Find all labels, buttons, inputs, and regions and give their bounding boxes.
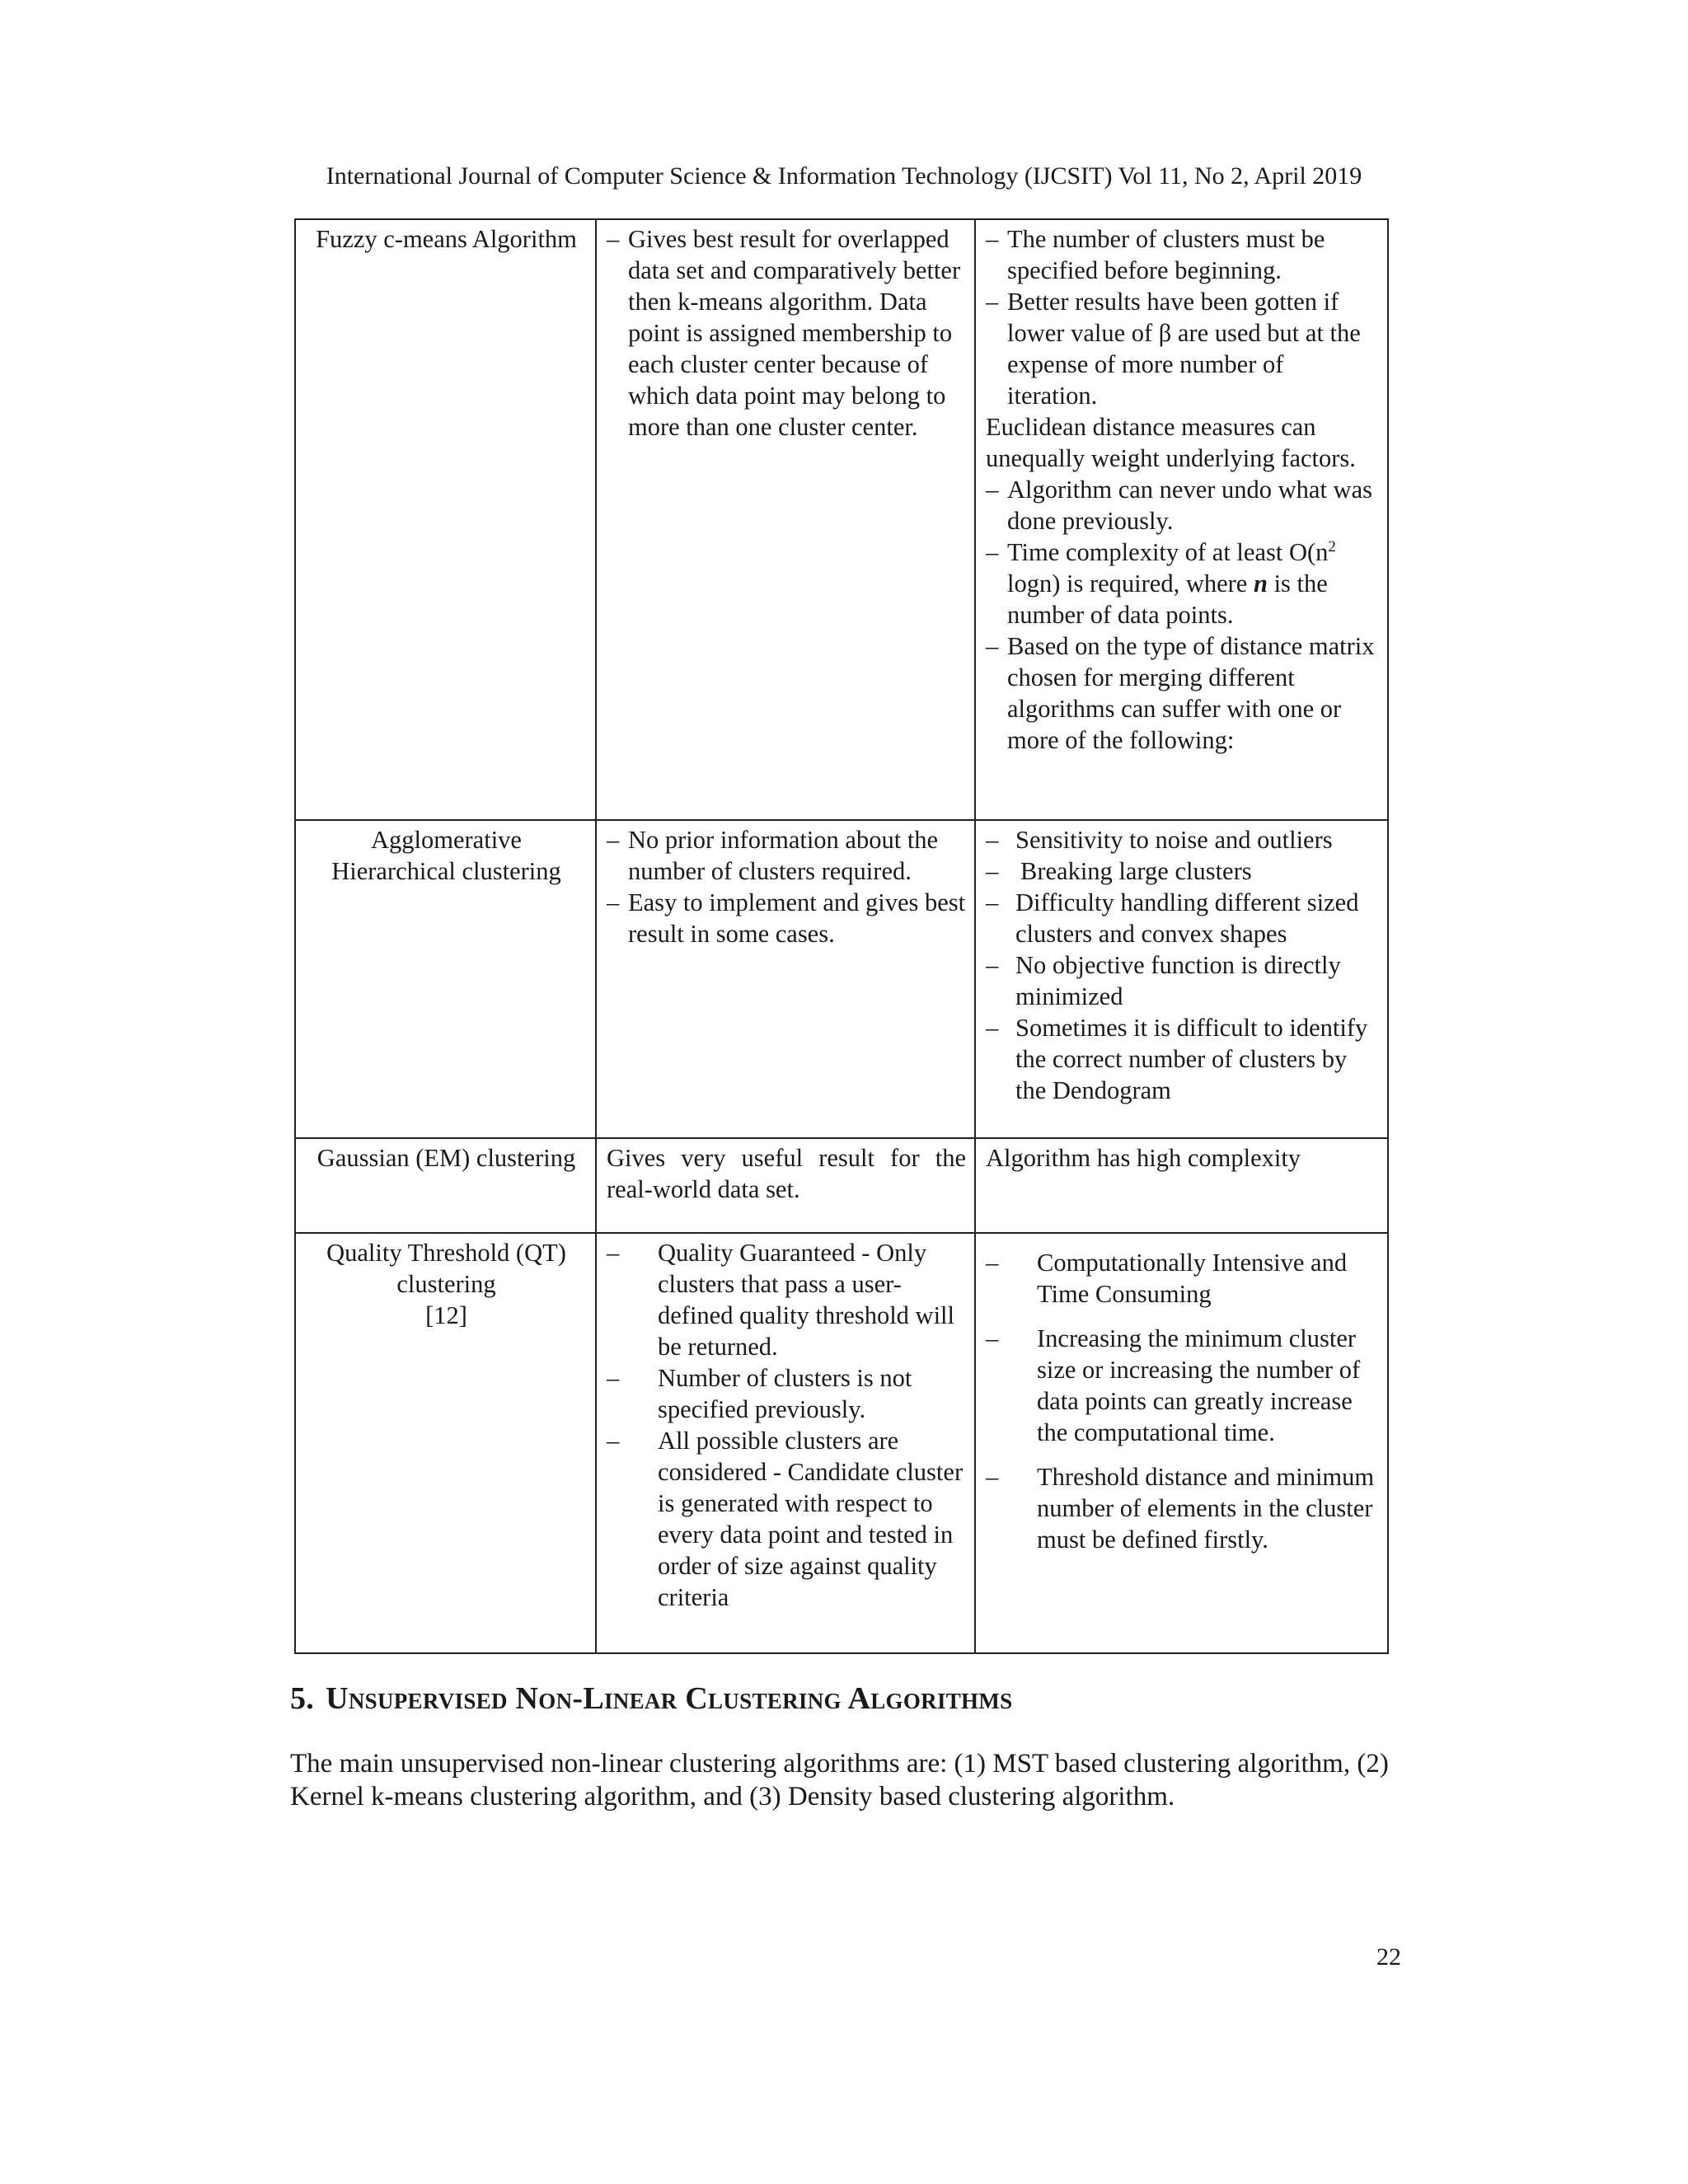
list-item: – Threshold distance and minimum number of elements in the cluster must be defined firstly. [986, 1461, 1379, 1555]
advantages-cell [596, 820, 975, 1138]
list-item: – Algorithm can never undo what was done previously. [986, 474, 1379, 537]
algorithm-name: Agglomerative Hierarchical clustering [295, 820, 596, 1138]
section-title-text: Unsupervised Non-Linear Clustering Algorithms [326, 1681, 1013, 1716]
page-number: 22 [1376, 1943, 1401, 1971]
running-head: International Journal of Computer Science & Information Technology (IJCSIT) Vol 11, No 2, April 2019 [326, 162, 1362, 190]
list-item: – The number of clusters must be specified before beginning. [986, 223, 1379, 286]
list-item: – Better results have been gotten if lower value of β are used but at the expense of more number of iteration. [986, 286, 1379, 411]
list-item: – Based on the type of distance matrix chosen for merging different algorithms can suffer with one or more of the following: [986, 630, 1379, 756]
table-row [295, 219, 1388, 820]
list-item: – Easy to implement and gives best result in some cases. [607, 887, 966, 949]
disadvantages-cell [975, 820, 1388, 1138]
table-row [295, 820, 1388, 1138]
list-item [986, 537, 1379, 630]
variable-n: n [1253, 569, 1268, 598]
list-item: Euclidean distance measures can unequally weight underlying factors. [986, 413, 1356, 472]
advantages-cell [596, 219, 975, 820]
superscript: 2 [1328, 537, 1336, 555]
text-run: Time complexity of at least O(n [1007, 538, 1329, 566]
disadvantages-cell: Algorithm has high complexity [975, 1138, 1388, 1233]
text-run: is the number of data points. [1007, 569, 1328, 629]
algorithm-name [295, 1233, 596, 1653]
list-item: – All possible clusters are considered - Candidate cluster is generated with respect to every data point and tested in order of size against quality criteria [607, 1425, 966, 1613]
disadvantages-cell [975, 1233, 1388, 1653]
list-item: – Increasing the minimum cluster size or increasing the number of data points can greatly increase the computational time. [986, 1323, 1379, 1448]
advantages-cell [596, 1233, 975, 1653]
list-item: – Gives best result for overlapped data set and comparatively better then k-means algorithm. Data point is assigned membership to each cluster center because of which data point may belong to more than one cluster center. [607, 223, 966, 443]
body-paragraph: The main unsupervised non-linear clustering algorithms are: (1) MST based clustering algorithm, (2) Kernel k-means clustering algorithm, and (3) Density based clustering algorithm. [290, 1749, 1389, 1811]
list-item: – Difficulty handling different sized clusters and convex shapes [986, 887, 1379, 949]
section-number: 5. [290, 1681, 315, 1716]
comparison-table [294, 218, 1389, 1654]
list-item: – Computationally Intensive and Time Consuming [986, 1247, 1379, 1310]
list-item: – No prior information about the number of clusters required. [607, 824, 966, 887]
section-heading [290, 1680, 1012, 1718]
disadvantages-cell [975, 219, 1388, 820]
table-row [295, 1233, 1388, 1653]
algorithm-name: Gaussian (EM) clustering [295, 1138, 596, 1233]
list-item: – Number of clusters is not specified previously. [607, 1362, 966, 1425]
citation: [12] [425, 1301, 467, 1329]
algorithm-name-text: Quality Threshold (QT) clustering [326, 1239, 566, 1298]
list-item: – Quality Guaranteed - Only clusters that pass a user-defined quality threshold will be returned. [607, 1237, 966, 1362]
list-item: – Breaking large clusters [986, 855, 1379, 887]
algorithm-name: Fuzzy c-means Algorithm [295, 219, 596, 820]
list-item: – Sensitivity to noise and outliers [986, 824, 1379, 855]
advantages-cell: Gives very useful result for the real-world data set. [596, 1138, 975, 1233]
table-row [295, 1138, 1388, 1233]
list-item: – No objective function is directly minimized [986, 949, 1379, 1012]
list-item: – Sometimes it is difficult to identify the correct number of clusters by the Dendogram [986, 1012, 1379, 1106]
text-run: logn) is required, where [1007, 569, 1254, 598]
